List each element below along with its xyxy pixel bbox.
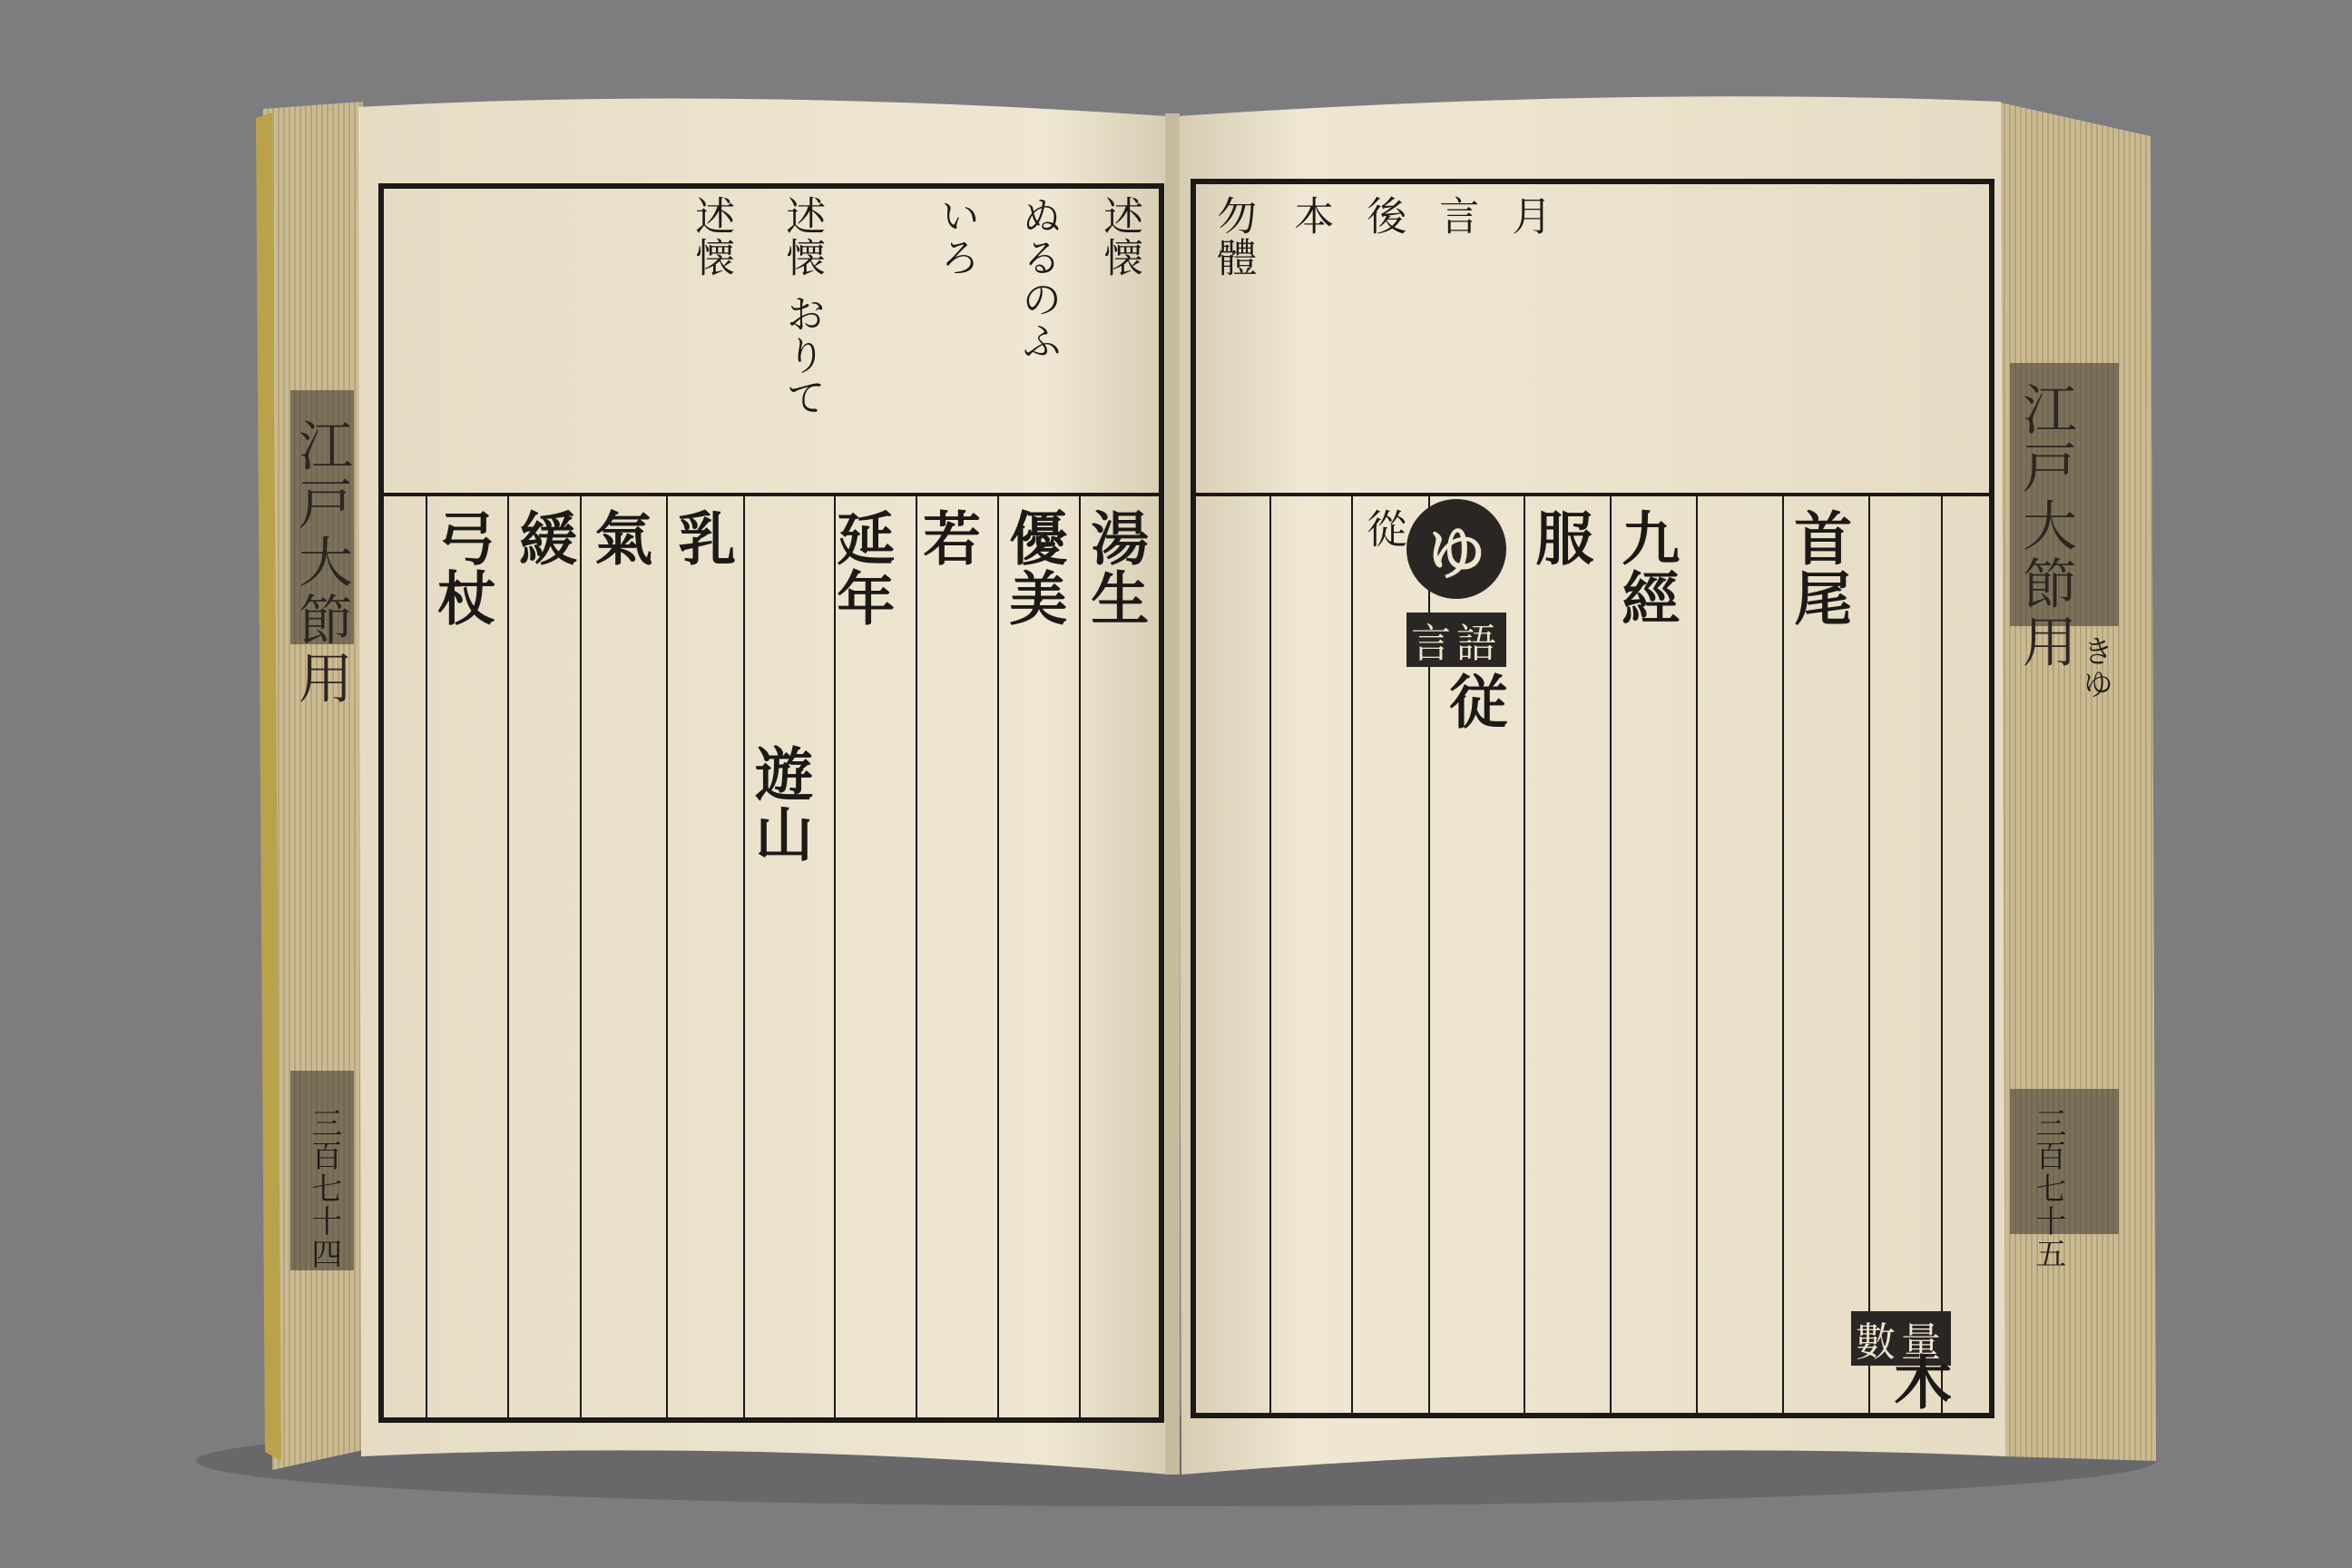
left-top-column-4: 述懐 おりて <box>779 195 826 418</box>
left-entry-yubi: 優美 <box>999 508 1068 628</box>
left-entry-yusei: 湯生 <box>1081 508 1150 628</box>
left-page-edge-number: 三百七十四 <box>305 1107 342 1270</box>
right-top-column-3: 後 <box>1359 195 1406 237</box>
right-page-edge-number: 三百七十五 <box>2029 1107 2066 1270</box>
left-top-column-3: いろ <box>933 195 980 279</box>
section-tag: 言語 <box>1406 612 1506 667</box>
left-entry-ennen: 延年 <box>827 508 896 628</box>
right-top-column-2: 本 <box>1287 195 1334 237</box>
right-entry-ju-2: 從 <box>1359 508 1406 550</box>
right-page-edge-tag: きゆ <box>2076 635 2113 701</box>
left-top-column-5: 述懐 <box>688 195 735 279</box>
right-top-column-4: 言 <box>1432 195 1479 237</box>
section-seal: ゆ <box>1406 499 1506 599</box>
right-entry-fuku: 服 <box>1525 508 1594 568</box>
right-entry-kyukei: 九經 <box>1612 508 1681 628</box>
number-tag: 數量 <box>1851 1311 1951 1366</box>
right-page-edge-title: 江戸大節用 <box>2014 381 2077 671</box>
left-page-edge-title: 江戸大節用 <box>289 417 353 708</box>
left-entry-kan: 緩 <box>509 508 578 568</box>
left-entry-kyujo: 弓杖 <box>427 508 496 628</box>
right-page-edges <box>1996 102 2156 1461</box>
left-entry-ki: 氣 <box>584 508 653 568</box>
left-entry-nyu: 乳 <box>668 508 737 568</box>
left-entry-yusan: 遊山 <box>745 744 814 864</box>
right-entry-ki: 木 <box>1884 1352 1953 1412</box>
left-entry-waka: 若 <box>913 508 982 568</box>
right-entry-shubi: 首尾 <box>1784 508 1853 628</box>
right-entry-ju: 従 <box>1439 671 1508 731</box>
left-top-column-2: ぬるのふ <box>1014 195 1062 362</box>
right-top-column-5: 月 <box>1504 195 1552 237</box>
right-top-column-1: 勿體 <box>1210 195 1257 279</box>
left-top-column-1: 述懐 <box>1096 195 1143 279</box>
